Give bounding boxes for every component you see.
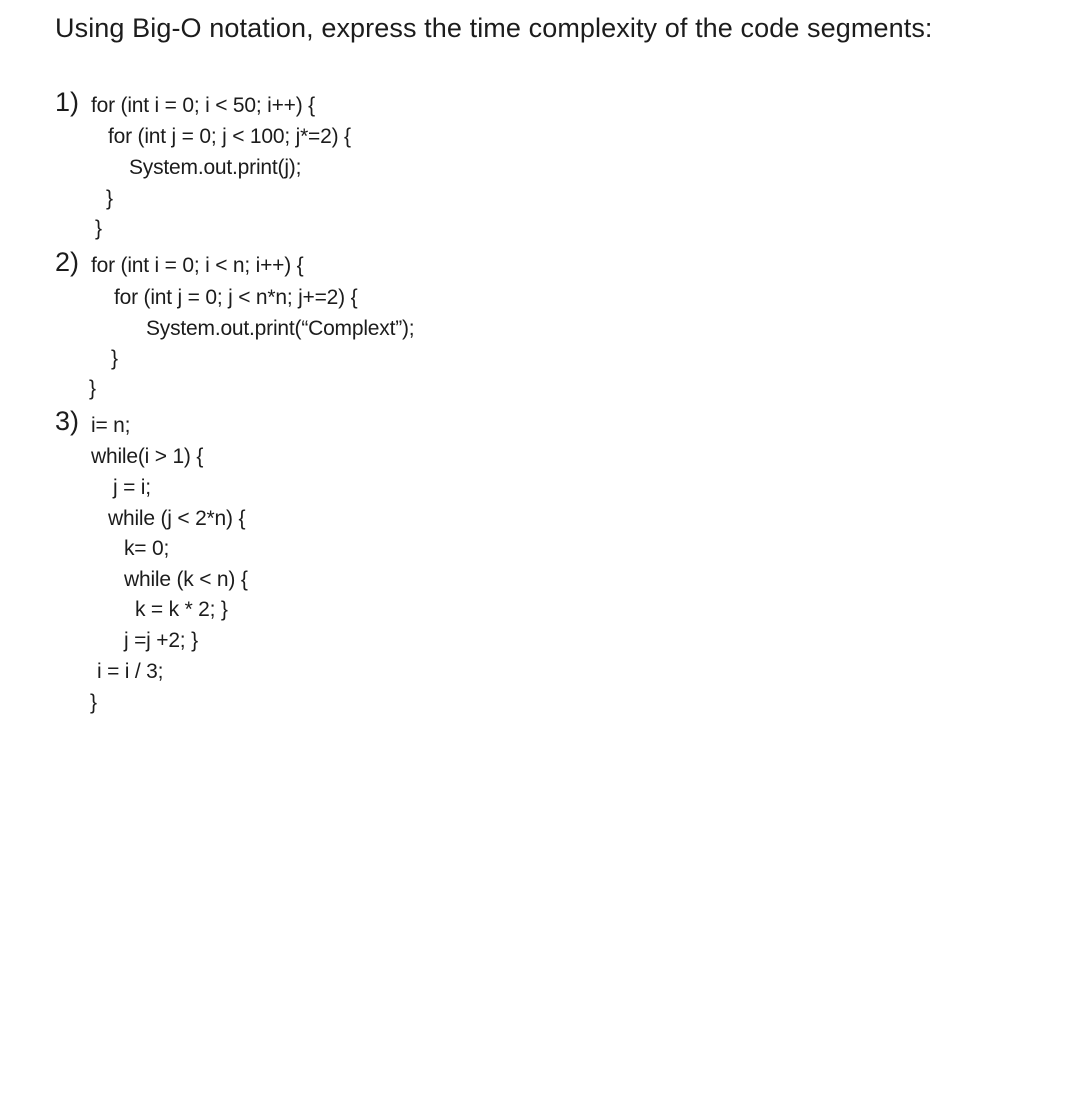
code-line: i= n; bbox=[91, 414, 131, 437]
code-line: while (k < n) { bbox=[124, 568, 248, 591]
code-line: System.out.print(j); bbox=[129, 156, 302, 179]
code-line: } bbox=[111, 347, 118, 370]
segment-number: 1) bbox=[55, 87, 80, 117]
code-line: j =j +2; } bbox=[124, 629, 198, 652]
question-title: Using Big-O notation, express the time complexity of the code segments: bbox=[55, 13, 933, 43]
code-line: } bbox=[89, 377, 96, 400]
segment-number: 2) bbox=[55, 247, 80, 277]
code-line: } bbox=[90, 691, 97, 714]
code-line: System.out.print(“Complext”); bbox=[146, 317, 415, 340]
code-line: } bbox=[95, 217, 102, 240]
code-line: for (int j = 0; j < 100; j*=2) { bbox=[108, 125, 351, 148]
code-line: i = i / 3; bbox=[97, 660, 164, 683]
code-line: while (j < 2*n) { bbox=[108, 507, 246, 530]
code-line: j = i; bbox=[113, 476, 151, 499]
code-line: k= 0; bbox=[124, 537, 170, 560]
code-line: for (int j = 0; j < n*n; j+=2) { bbox=[114, 286, 358, 309]
code-line: for (int i = 0; i < 50; i++) { bbox=[91, 94, 315, 117]
code-line: for (int i = 0; i < n; i++) { bbox=[91, 254, 304, 277]
segment-number: 3) bbox=[55, 406, 80, 436]
code-line: k = k * 2; } bbox=[135, 598, 228, 621]
code-line: while(i > 1) { bbox=[91, 445, 204, 468]
code-line: } bbox=[106, 187, 113, 210]
